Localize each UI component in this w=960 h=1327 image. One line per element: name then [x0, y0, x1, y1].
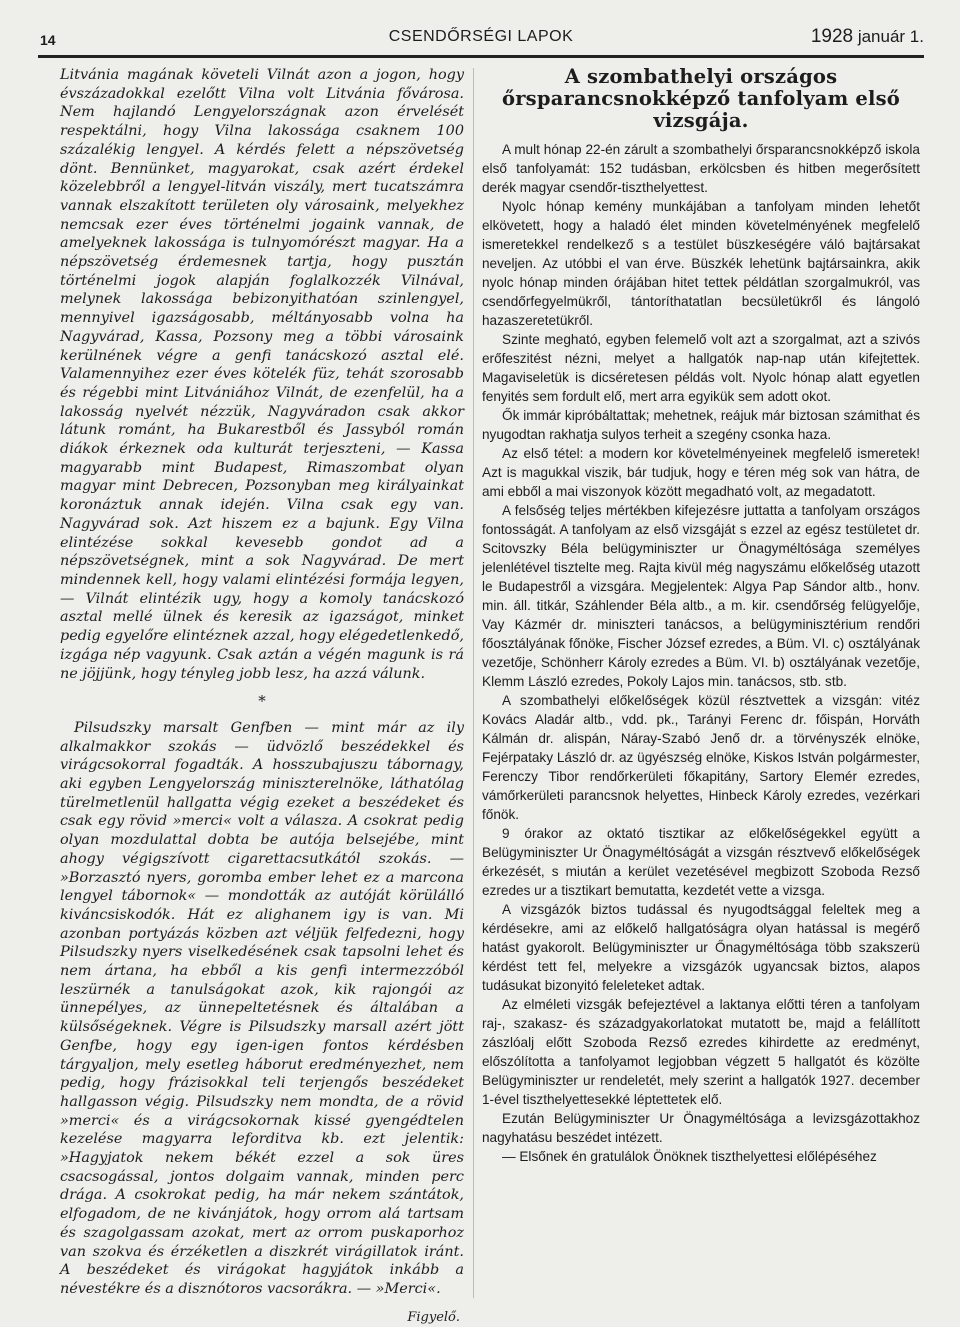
pilsudszky-paragraph: Pilsudszky marsalt Genfben — mint már az ily alkalmakkor szokás — üdvözlő beszédekkel és virágcsokorral fogadták. A hosszubajuszu tábornagy, aki egyben Lengyelország miniszterelnöke, láthatólag türelmetlenül hallgatta végig ezeket a beszédeket és csak egy rövid »merci« volt a válasza. A csokrat pedig olyan mozdulattal dobta be autója belsejébe, mint ahogy végigszívott cigarettacsutkától szokás. — »Borzasztó nyers, goromba ember lehet ez a marcona lengyel tábornok« — mondották az autóját körülálló kiváncsiskodók. Hát ez alighanem igy is van. Mi azonban portyázás közben azt véljük felfedezni, hogy Pilsudszky nyers viselkedésének csak tapsolni lehet és nem ártana, ha ebből a kis genfi intermezzóból leszürnék a tanulságokat azok, kik rajongói az ünnepélyes, az ünnepeltetésnek és általában a külsőségeknek. Végre is Pilsudszky marsall azért jött Genfbe, hogy egy igen-igen fontos kérdésben tárgyaljon, mely esetleg háborut eredményezhet, nem pedig, hogy frázisokkal teli terjengős beszédeket hallgasson végig. Pilsudszky nem mondta, de a rövid »merci« és a virágcsokornak kissé gyengédtelen kezelése magyarra leforditva kb. ezt jelentik: »Hagyjatok nekem békét ezzel a sok üres csacsogással, jontos dolgaim vannak, minden perc drága. A csokrokat pedig, ha már nekem szántátok, elfogadom, de ne kivánjátok, hogy orrom alá tartsam és szagolgassam azokat, mert az orrom puskaporhoz van szokva és érzéketlen a diszkrét virágillatok iránt. A beszédeket és virágokat hagyjátok inkább a névestékre és a disznótoros vacsorákra. — »Merci«.: [60, 719, 464, 1297]
page-number: 14: [40, 32, 56, 48]
right-column: [482, 66, 920, 1301]
article-paragraph: A vizsgázók biztos tudással és nyugodtsággal feleltek meg a kérdésekre, ami az előkelő hallgatóságra olyan hatással is megérő hatást gyakorolt. Belügyminiszter ur Őnagyméltósága több szakszerü kérdést tett fel, melyekre a vizsgázók ugyancsak biztos, alapos tudásukat bizonyitó feleleteket adtak.: [482, 902, 920, 993]
section-separator: *: [258, 692, 266, 711]
article-paragraph: Nyolc hónap kemény munkájában a tanfolyam minden lehetőt elkövetett, hogy a haladó élet minden követelményének megfelelő ismeretekkel rendelkező s a testület büszkeségére váló bajtársakat neveljen. Az utóbbi el van érve. Büszkék lehetünk bajtársainkra, akik nyolc hónap minden órájában hitet tettek példátlan szorgalmukról, vas csendőrfegyelmükről, tántoríthatatlan becsületükről és lángoló hazaszeretetükről.: [482, 199, 920, 328]
article-paragraph: Az elméleti vizsgák befejeztével a laktanya előtti téren a tanfolyam raj-, szakasz- és századgyakorlatokat mutatott be, majd a felállított zászlóalj előtt Szoboda Rezső ezredes kihirdette az eredményt, előszólította a tanfolyamot legjobban végzett 5 hallgatót és közölte Belügyminiszter ur rendeletét, mely szerint a hallgatók 1927. december 1-ével tiszthelyettesekké léptettetek elő.: [482, 997, 920, 1107]
issue-date: [811, 26, 924, 48]
article-paragraph: — Elsőnek én gratulálok Önöknek tiszthelyettesi előlépéséhez: [502, 1149, 877, 1164]
issue-day: január 1.: [857, 27, 924, 46]
article-paragraph: Ezután Belügyminiszter Ur Önagyméltósága a levizsgázottakhoz nagyhatásu beszédet intézett.: [482, 1111, 920, 1145]
left-column: [60, 66, 464, 1325]
article-paragraph: Szinte megható, egyben felemelő volt azt a szorgalmat, azt a szivós erőfeszitést nézni, melyet a hallgatók nap-nap után kifejtettek. Magaviseletük is dicséretesen példás volt. Nyolc hónap alatt egyetlen fenyités sem fordult elő, mert arra egyikük sem adott okot.: [482, 332, 920, 404]
article-paragraph: A mult hónap 22-én zárult a szombathelyi őrsparancsnokképző iskola első tanfolyamát: 152 tudásban, erkölcsben és hitben megerősített derék magyar csendőr-tiszthelyettest.: [482, 142, 920, 195]
issue-year: 1928: [810, 26, 854, 47]
article-paragraph: A felsőség teljes mértékben kifejezésre juttatta a tanfolyam országos fontosságát. A tanfolyam az első vizsgáját s ezzel az egész testületet dr. Scitovszky Béla belügyminiszter ur Önagyméltósága személyes jelenlétével tisztelte meg. Rajta kivül még nagyszámu előkelőség utazott le Budapestről a vizsgára. Megjelentek: Algya Pap Sándor altb., honv. min. áll. titkár, Száhlender Béla altb., a m. kir. csendőrség felügyelője, Vay Kázmér dr. miniszteri tanácsos, a belügyminisztérium rendőri főosztályának főnöke, Fischer József ezredes, a Büm. VI. c) osztályának vezetője, Schönherr Károly ezredes a Büm. VI. b) osztályának vezetője, Klemm László ezredes, Pokoly Lajos min. tanácsos, stb. stb.: [482, 503, 920, 689]
column-divider: [473, 68, 474, 1298]
article-paragraph: Ők immár kipróbáltattak; mehetnek, reájuk már biztosan számithat és nyugodtan rakhatja sulyos terheit a szegény csonka haza.: [482, 408, 920, 442]
article-paragraph: A szombathelyi előkelőségek közül résztvettek a vizsgán: vitéz Kovács Aladár altb., vdd. pk., Tarányi Ferenc dr. főispán, Horváth Kálmán dr. alispán, Náray-Szabó Jenő dr. a törvényszék elnöke, Fejérpataky László dr. az ügyészség elnöke, Kiskos István polgármester, Ferenczy Tibor rendőrkerületi főkapitány, Sartory Elemér ezredes, vámőrkerületi parancsnok helyettes, Hinbeck Károly ezredes, vezérkari főnök.: [482, 693, 920, 822]
vilna-paragraph: Litvánia magának követeli Vilnát azon a jogon, hogy évszázadokkal ezelőtt Vilna volt Litvánia fővárosa. Nem hajlandó Lengyelországnak azon érvelését respektálni, hogy Vilna lakossága csaknem 100 százalékig lengyel. A kérdés felett a népszövetség dönt. Bennünket, magyarokat, csak azért érdekel közelebbről a lengyel-litván viszály, mert tucatszámra vannak elszakított területen oly városaink, melyekhez nemcsak ezer éves történelmi jogaink vannak, de amelyeknek lakossága is tulnyomórészt magyar. Ha a népszövetség érdemesnek tartja, hogy pusztán történelmi jogok alapján foglalkozzék Vilnával, melynek lakossága bebizonyithatóan szinlengyel, mennyivel igazságosabb, méltányosabb volna ha Nagyvárad, Kassa, Pozsony meg a többi városaink kerülnének végre a genfi tanácskozó asztal elé. Valamennyihez ezer éves kötelék füz, tehát szorosabb és régebbi mint Litvániához Vilnát, de ezenfelül, ha a lakosság nyelvét nézzük, Nagyváradon csak akkor látunk románt, ha Bukarestből és Jassyból román diákok érkeznek oda kulturát terjeszteni, — Kassa magyarabb mint Budapest, Rimaszombat olyan magyar mint Debrecen, Pozsonyban meg királyainkat koronáztuk annak idején. Vilna csak egy van. Nagyvárad sok. Azt hiszem ez a bajunk. Egy Vilna elintézése sokkal kevesebb gondot ad a népszövetségnek, mint a sok Nagyvárad. De mert mindennek kell, hogy valami elintézési formája legyen, — Vilnát elintézik ugy, hogy a komoly tanácskozó asztal mellé ülnek és keresik az igazságot, minket pedig egyelőre elintéznek azzal, hogy elégedetlenkedő, izgága nép vagyunk. Csak aztán a végén magunk is rá ne jöjjünk, hogy tényleg jobb lesz, ha azzá válunk.: [60, 67, 464, 682]
page-header: [38, 18, 924, 58]
article-title: A szombathelyi országos őrsparancsnokképző tanfolyam első vizsgája.: [502, 65, 900, 132]
article-paragraph: Az első tétel: a modern kor követelményeinek megfelelő ismeretek! Azt is magukkal viszik, bár tudjuk, hogy e téren még sok van hátra, de ami ebből a mai viszonyok között megadható volt, az megadatott.: [482, 446, 920, 499]
author-signature: Figyelő.: [407, 1309, 460, 1325]
header-rule: [38, 55, 924, 58]
publication-title: CSENDŐRSÉGI LAPOK: [388, 28, 574, 45]
article-paragraph: 9 órakor az oktató tisztikar az előkelőségekkel együtt a Belügyminiszter Ur Önagyméltóságát a vizsgán résztvevő előkelőségek érkezését, s miután a kerület vezetésével megbizott Szoboda Rezső ezredes ur a tisztikart bemutatta, kezdetét vette a vizsga.: [482, 826, 920, 898]
